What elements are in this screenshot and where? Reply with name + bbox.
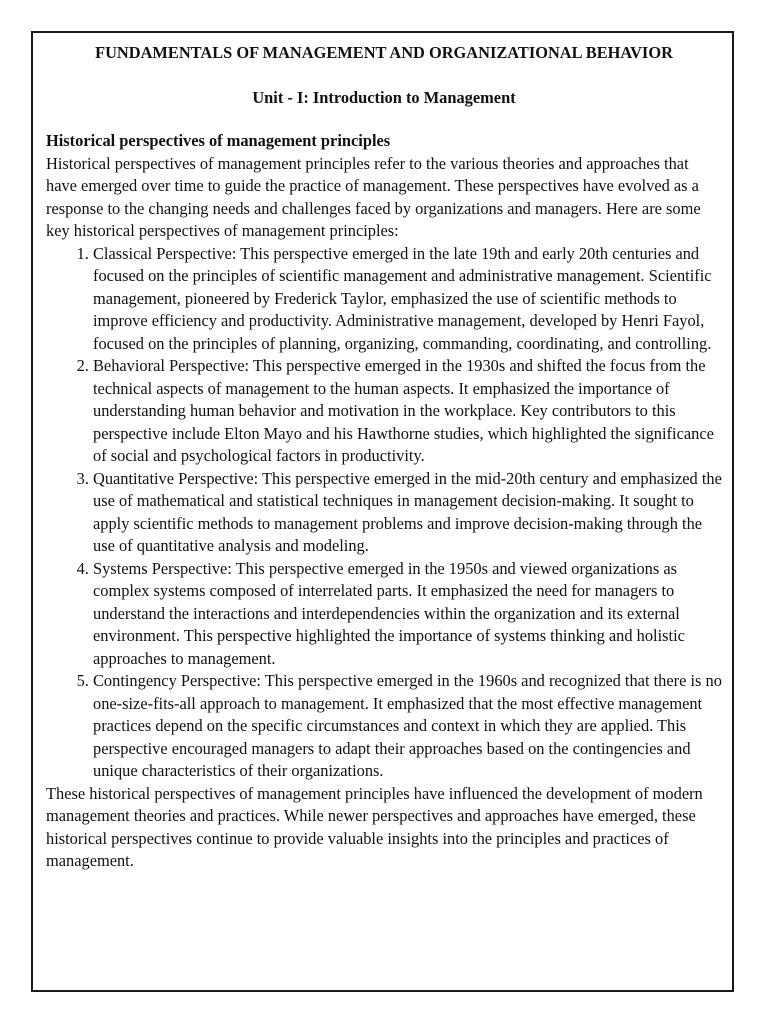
unit-heading: Unit - I: Introduction to Management bbox=[252, 87, 516, 107]
list-item-quantitative-perspective: 3. Quantitative Perspective: This perspective emerged in the mid-20th century and emphasized the use of mathematical and statistical techniques in management decision-making. It sought to apply scientific methods to management problems and improve decision-making through the use of quantitative analysis and modeling. bbox=[93, 468, 722, 558]
list-item-contingency-perspective: 5. Contingency Perspective: This perspective emerged in the 1960s and recognized that there is no one-size-fits-all approach to management. It emphasized that the most effective management practices depend on the specific circumstances and context in which they are applied. This perspective encouraged managers to adapt their approaches based on the contingencies and unique characteristics of their organizations. bbox=[93, 670, 722, 783]
list-item-systems-perspective: 4. Systems Perspective: This perspective emerged in the 1950s and viewed organizations as complex systems composed of interrelated parts. It emphasized the need for managers to understand the interactions and interdependencies within the organization and its external environment. This perspective highlighted the importance of systems thinking and holistic approaches to management. bbox=[93, 558, 722, 671]
list-item-behavioral-perspective: 2. Behavioral Perspective: This perspective emerged in the 1930s and shifted the focus from the technical aspects of management to the human aspects. It emphasized the importance of understanding human behavior and motivation in the workplace. Key contributors to this perspective include Elton Mayo and his Hawthorne studies, which highlighted the significance of social and psychological factors in productivity. bbox=[93, 355, 722, 468]
conclusion-paragraph: These historical perspectives of management principles have influenced the development of modern management theories and practices. While newer perspectives and approaches have emerged, these historical perspectives continue to provide valuable insights into the principles and practices of management. bbox=[46, 783, 703, 870]
document-title: FUNDAMENTALS OF MANAGEMENT AND ORGANIZATIONAL BEHAVIOR bbox=[95, 43, 673, 62]
list-item-classical-perspective: 1. Classical Perspective: This perspective emerged in the late 19th and early 20th centuries and focused on the principles of scientific management and administrative management. Scientific management, pioneered by Frederick Taylor, emphasized the use of scientific methods to improve efficiency and productivity. Administrative management, developed by Henri Fayol, focused on the principles of planning, organizing, commanding, coordinating, and controlling. bbox=[93, 243, 722, 356]
section-heading: Historical perspectives of management principles bbox=[46, 131, 391, 150]
intro-paragraph: Historical perspectives of management principles refer to the various theories and approaches that have emerged over time to guide the practice of management. These perspectives have evolved as a response to the changing needs and challenges faced by organizations and managers. Here are some key historical perspectives of management principles: bbox=[46, 153, 701, 240]
document-body bbox=[46, 40, 722, 873]
perspectives-list bbox=[46, 243, 722, 783]
